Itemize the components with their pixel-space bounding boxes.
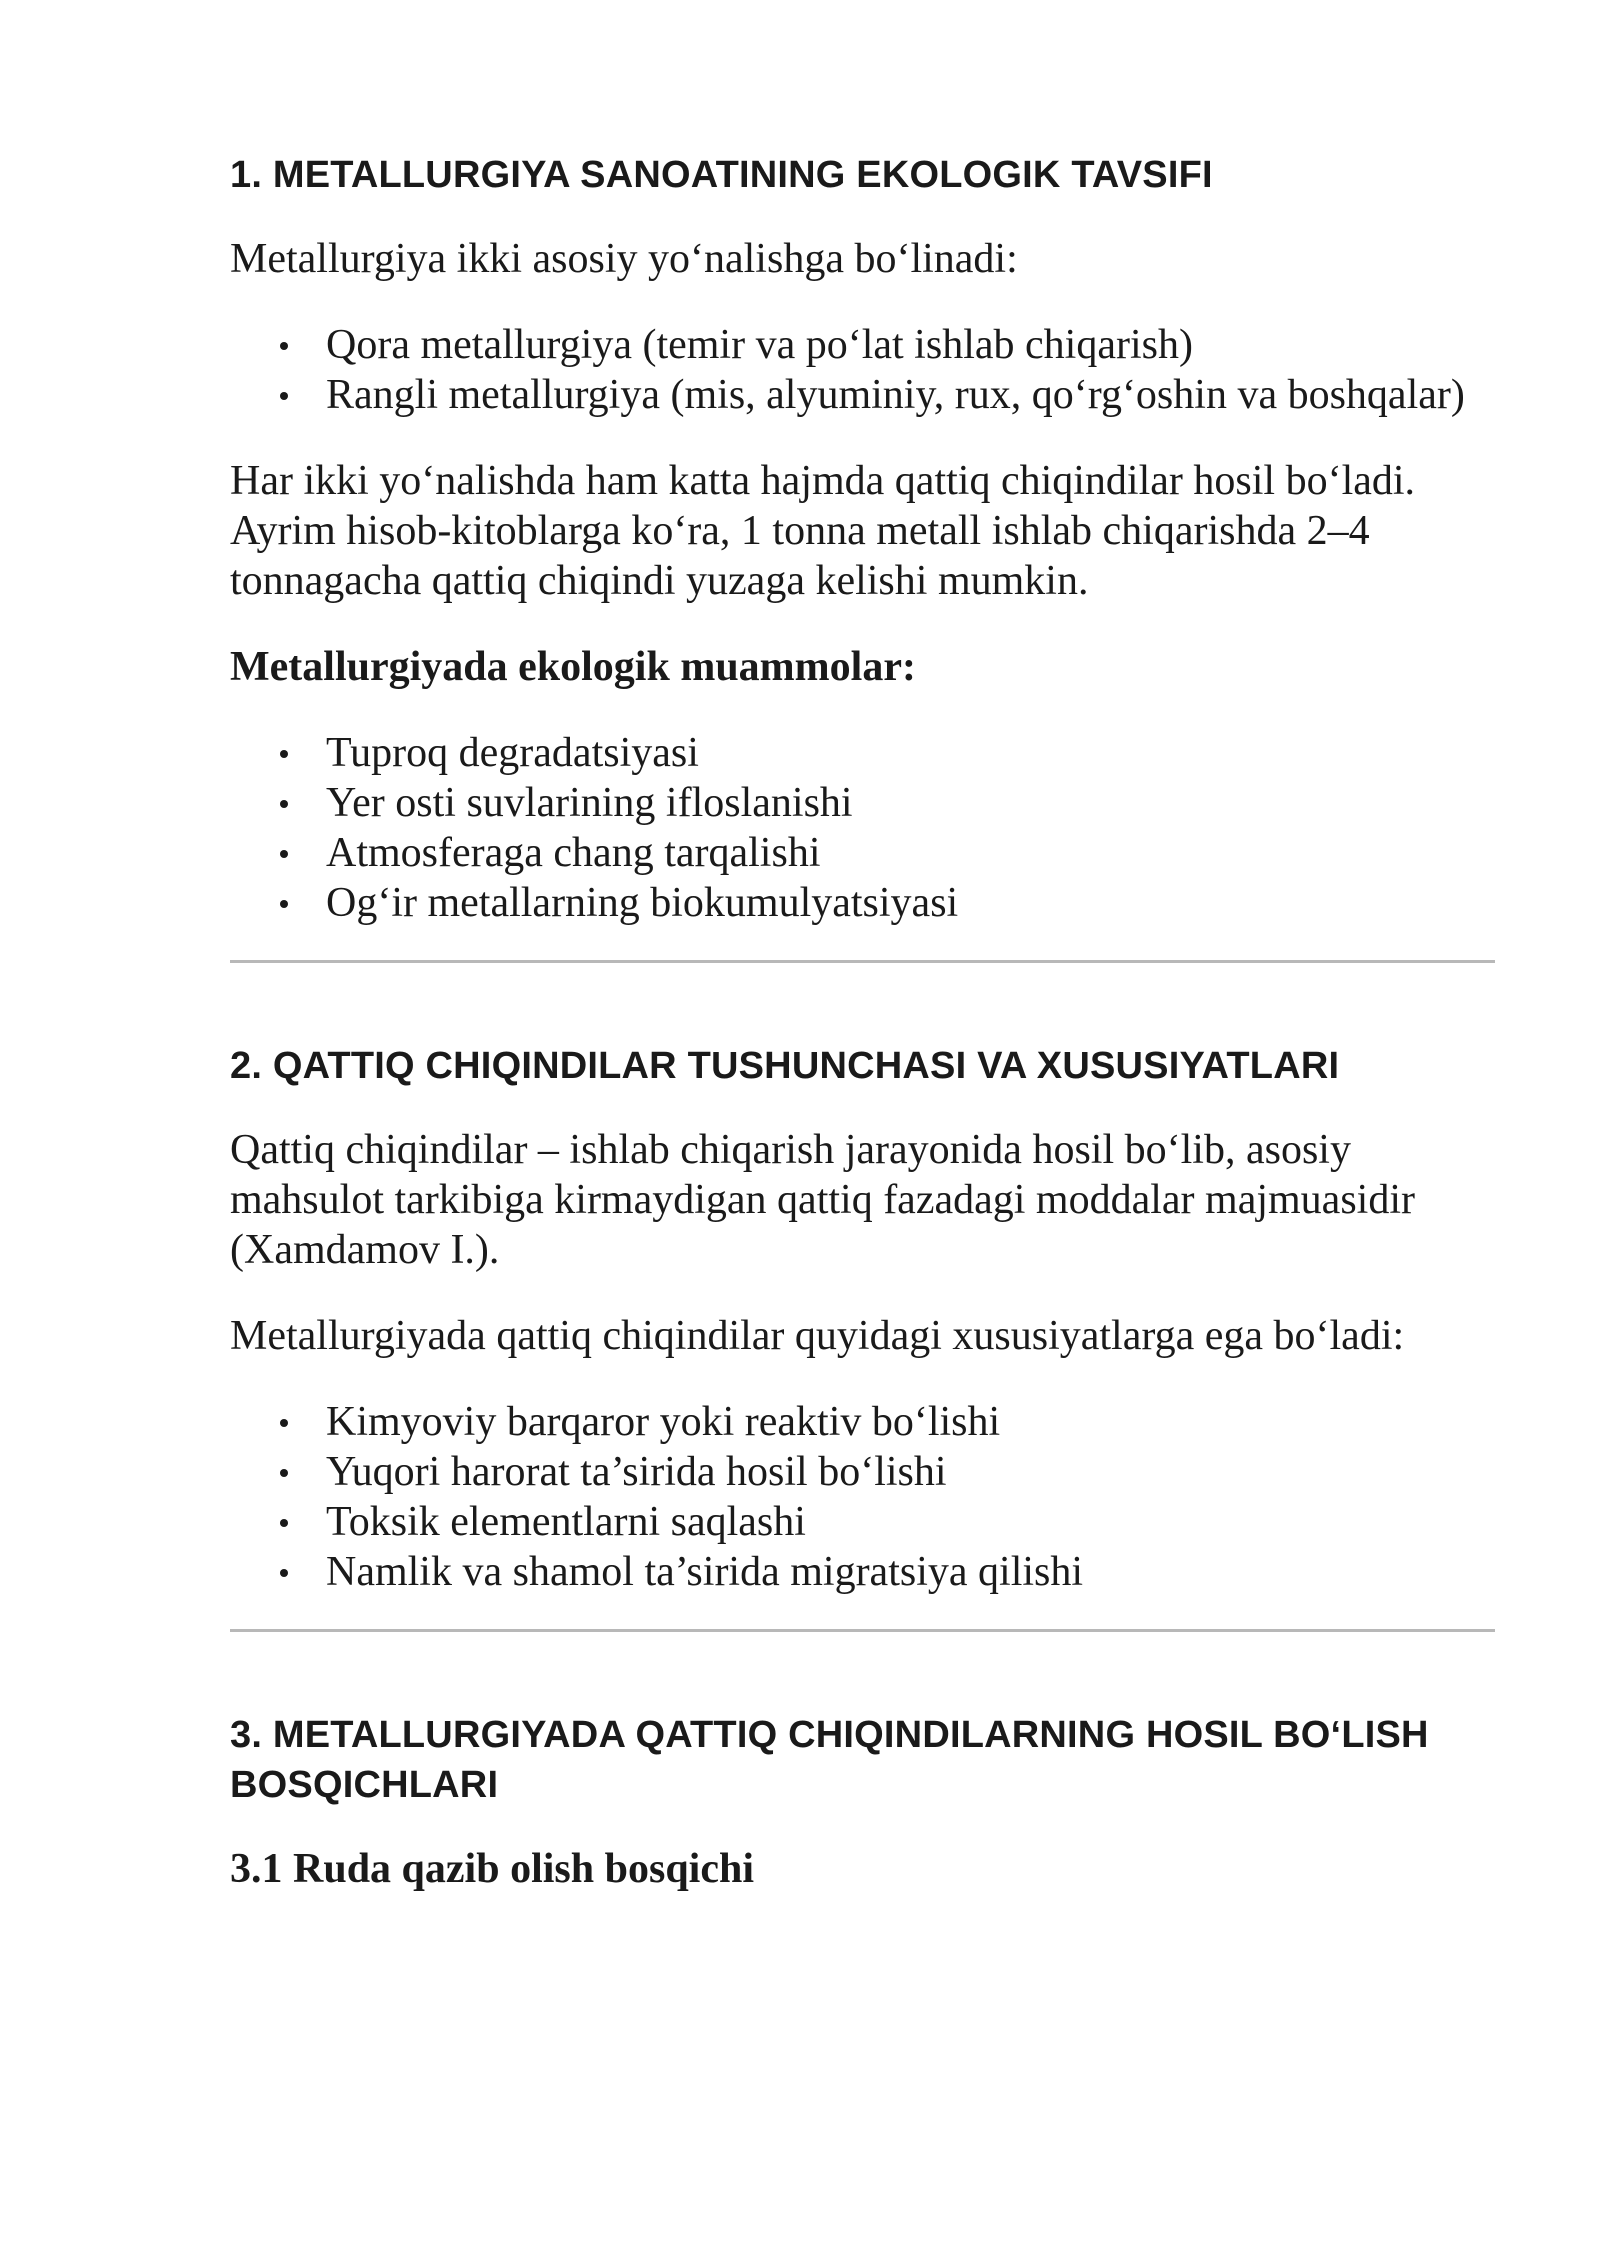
bullet-icon [280,1569,288,1577]
list-item-text: Qora metallurgiya (temir va po‘lat ishlab chiqarish) [326,322,1193,368]
ecological-problems-list [230,728,1495,928]
list-item [326,728,1495,778]
list-item-text: Namlik va shamol ta’sirida migratsiya qilishi [326,1549,1084,1595]
list-item [326,778,1495,828]
list-item [326,320,1495,370]
bullet-icon [280,800,288,808]
document-page [230,150,1495,1894]
waste-properties-list [230,1397,1495,1597]
section-2-definition: Qattiq chiqindilar – ishlab chiqarish jarayonida hosil bo‘lib, asosiy mahsulot tarkibiga kirmaydigan qattiq fazadagi moddalar majmuasidir (Xamdamov I.). [230,1127,1415,1273]
list-item-text: Yuqori harorat ta’sirida hosil bo‘lishi [326,1449,947,1495]
list-item-text: Yer osti suvlarining ifloslanishi [326,780,853,826]
bullet-icon [280,1469,288,1477]
section-1-paragraph: Har ikki yo‘nalishda ham katta hajmda qattiq chiqindilar hosil bo‘ladi. Ayrim hisob-kitoblarga ko‘ra, 1 tonna metall ishlab chiqarishda 2–4 tonnagacha qattiq chiqindi yuzaga kelishi mumkin. [230,458,1416,604]
section-3-heading: 3. METALLURGIYADA QATTIQ CHIQINDILARNING HOSIL BO‘LISH BOSQICHLARI [230,1714,1429,1806]
list-item-text: Toksik elementlarni saqlashi [326,1499,806,1545]
section-1-heading: 1. METALLURGIYA SANOATINING EKOLOGIK TAVSIFI [230,154,1213,196]
list-item [326,1447,1495,1497]
list-item-text: Kimyoviy barqaror yoki reaktiv bo‘lishi [326,1399,1001,1445]
section-1-intro: Metallurgiya ikki asosiy yo‘nalishga bo‘linadi: [230,236,1018,282]
list-item-text: Rangli metallurgiya (mis, alyuminiy, rux, qo‘rg‘oshin va boshqalar) [326,372,1465,418]
list-item-text: Atmosferaga chang tarqalishi [326,830,821,876]
list-item [326,828,1495,878]
problems-subheading: Metallurgiyada ekologik muammolar: [230,644,916,690]
bullet-icon [280,342,288,350]
list-item [326,878,1495,928]
bullet-icon [280,750,288,758]
bullet-icon [280,850,288,858]
bullet-icon [280,1519,288,1527]
list-item-text: Tuproq degradatsiyasi [326,730,699,776]
list-item-text: Og‘ir metallarning biokumulyatsiyasi [326,880,959,926]
list-item [326,1497,1495,1547]
list-item [326,1547,1495,1597]
section-2-intro: Metallurgiyada qattiq chiqindilar quyidagi xususiyatlarga ega bo‘ladi: [230,1313,1405,1359]
bullet-icon [280,392,288,400]
list-item [326,1397,1495,1447]
bullet-icon [280,900,288,908]
list-item [326,370,1495,420]
section-2-heading: 2. QATTIQ CHIQINDILAR TUSHUNCHASI VA XUSUSIYATLARI [230,1045,1340,1087]
section-3-1-subheading: 3.1 Ruda qazib olish bosqichi [230,1846,755,1892]
metallurgy-types-list [230,320,1495,420]
bullet-icon [280,1419,288,1427]
